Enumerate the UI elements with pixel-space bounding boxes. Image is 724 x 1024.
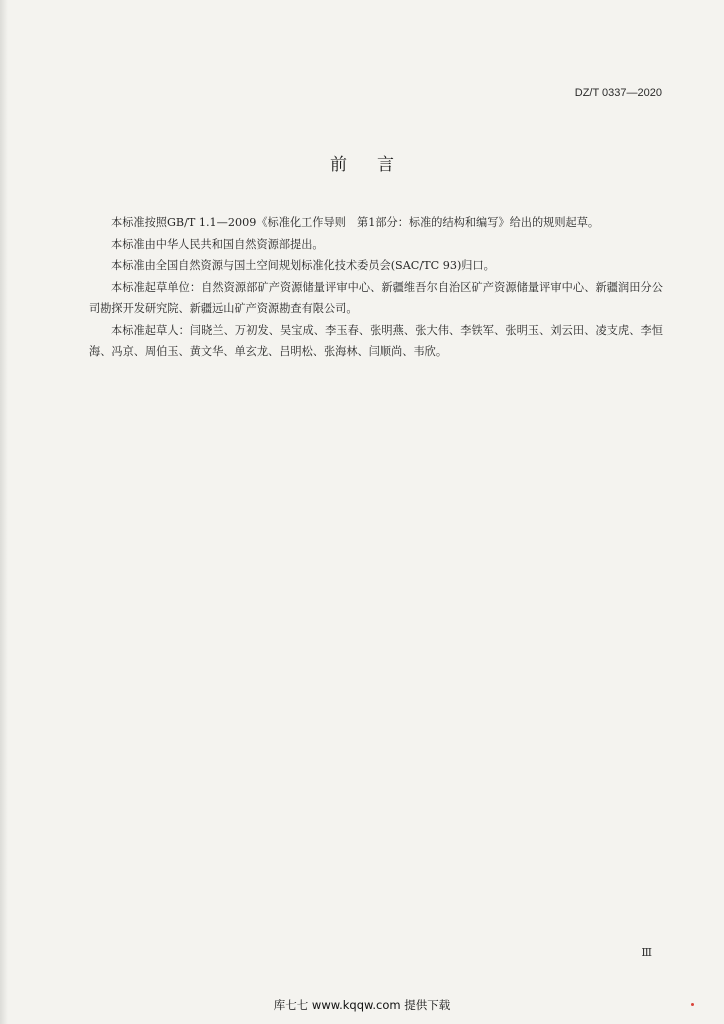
foreword-body	[89, 212, 663, 363]
paragraph-drafting-rules: 本标准按照GB/T 1.1—2009《标准化工作导则 第1部分：标准的结构和编写》给出的规则起草。	[111, 216, 600, 229]
paragraph-centralized-unit: 本标准由全国自然资源与国土空间规划标准化技术委员会(SAC/TC 93)归口。	[111, 259, 495, 272]
paragraph-proposer: 本标准由中华人民共和国自然资源部提出。	[111, 237, 324, 251]
page-title: 前言	[330, 155, 424, 175]
page-number: Ⅲ	[641, 946, 652, 959]
download-watermark: 库七七 www.kqqw.com 提供下载	[273, 998, 451, 1012]
standard-code: DZ/T 0337—2020	[574, 87, 662, 99]
paragraph-drafters: 本标准起草人：闫晓兰、万初发、吴宝成、李玉春、张明燕、张大伟、李铁军、张明玉、刘云田、凌支虎、李恒海、冯京、周伯玉、黄文华、单玄龙、吕明松、张海林、闫顺尚、韦欣。	[89, 323, 663, 358]
paragraph-drafting-units: 本标准起草单位：自然资源部矿产资源储量评审中心、新疆维吾尔自治区矿产资源储量评审中心、新疆润田分公司勘探开发研究院、新疆远山矿产资源勘查有限公司。	[89, 280, 663, 315]
scan-speck	[691, 1003, 694, 1006]
